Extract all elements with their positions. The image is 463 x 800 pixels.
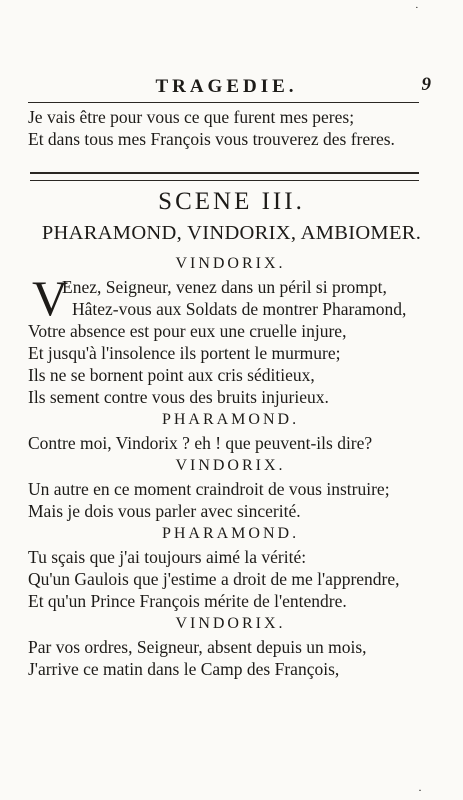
verse-line: Par vos ordres, Seigneur, absent depuis un mois,	[28, 637, 367, 657]
page-number: 9	[421, 74, 431, 95]
verse-line: Et jusqu'à l'insolence ils portent le murmure;	[28, 343, 341, 363]
speaker-name: VINDORIX.	[175, 255, 286, 272]
speaker-name: VINDORIX.	[175, 457, 286, 474]
verse-line: Mais je dois vous parler avec sincerité.	[28, 501, 301, 521]
top-verse-block	[28, 106, 433, 150]
verse-line: Et qu'un Prince François mérite de l'entendre.	[28, 591, 347, 611]
verse-line: Qu'un Gaulois que j'estime a droit de me l'apprendre,	[28, 569, 400, 589]
printer-mark: ·	[415, 2, 419, 14]
verse-line: Ils sement contre vous des bruits injurieux.	[28, 387, 329, 407]
drop-cap: V	[32, 270, 69, 326]
speaker-name: PHARAMOND.	[161, 411, 300, 428]
header-rule	[28, 102, 419, 103]
running-title: TRAGEDIE.	[155, 76, 298, 97]
verse-line: Un autre en ce moment craindroit de vous instruire;	[28, 479, 390, 499]
verse-line-text: Enez, Seigneur, venez dans un péril si prompt,	[62, 277, 387, 297]
verse-line: Ils ne se bornent point aux cris séditieux,	[28, 365, 315, 385]
verse-line: Tu sçais que j'ai toujours aimé la vérité:	[28, 547, 307, 567]
printer-mark: ·	[418, 783, 422, 797]
verse-line: Je vais être pour vous ce que furent mes peres;	[28, 107, 355, 127]
dialogue-block	[28, 252, 433, 680]
verse-line: Contre moi, Vindorix ? eh ! que peuvent-ils dire?	[28, 433, 373, 453]
scene-characters: PHARAMOND, VINDORIX, AMBIOMER.	[41, 222, 422, 244]
scene-divider-rule	[30, 172, 419, 181]
verse-line: Votre absence est pour eux une cruelle injure,	[28, 321, 347, 341]
verse-line: Hâtez-vous aux Soldats de montrer Pharamond,	[72, 299, 407, 319]
speaker-name: PHARAMOND.	[161, 525, 300, 542]
verse-line: J'arrive ce matin dans le Camp des François,	[28, 659, 340, 679]
running-head	[30, 74, 431, 102]
scene-heading: SCENE III.	[158, 188, 305, 215]
verse-line: Et dans tous mes François vous trouverez des freres.	[28, 129, 395, 149]
speaker-name: VINDORIX.	[175, 615, 286, 632]
